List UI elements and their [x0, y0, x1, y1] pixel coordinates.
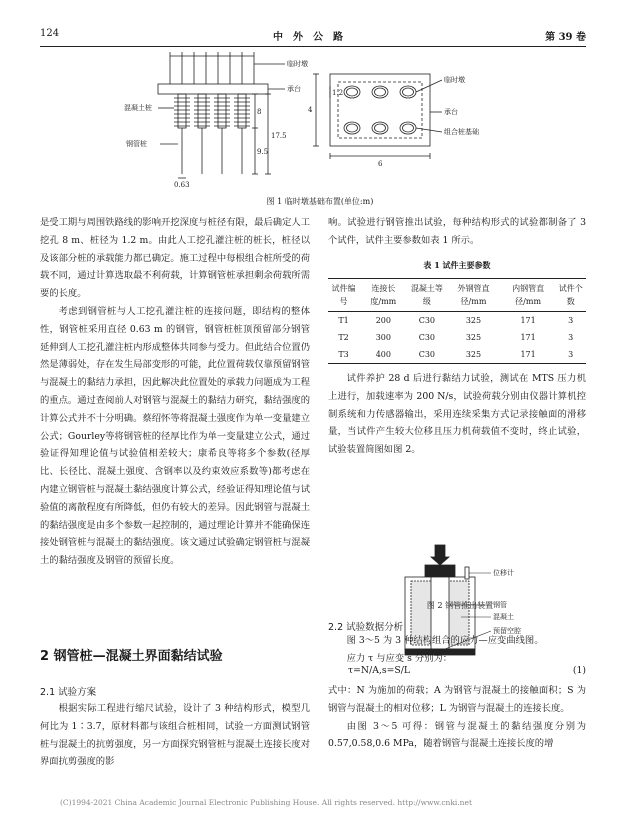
header-rule [40, 46, 586, 47]
paragraph: 图 3～5 为 3 种结构组合的应力—应变曲线图。 [346, 635, 544, 646]
table-cell: 325 [465, 316, 482, 325]
plan-view [313, 74, 442, 159]
table-row [328, 329, 586, 346]
label-temp-pier: 临时墩 [287, 60, 308, 68]
dim-0-63: 0.63 [174, 181, 190, 189]
equation-number: (1) [572, 665, 586, 676]
table-header: 外钢管直径/mm [446, 279, 501, 312]
table-cell: 171 [501, 346, 556, 364]
table-cell: C30 [418, 333, 436, 342]
table-header: 混凝土等级 [408, 279, 447, 312]
dim-4: 4 [308, 106, 313, 114]
table-cell: 400 [359, 346, 407, 364]
page-header [40, 28, 586, 44]
dim-9-5: 9.5 [257, 148, 269, 156]
paragraph: 应力 τ 与应变 s 分别为： [346, 653, 453, 664]
figure-1-foundation-layout [124, 52, 510, 192]
subsection-heading: 2.2 试验数据分析 [328, 622, 404, 633]
subsection-heading: 2.1 试验方案 [40, 687, 97, 698]
left-column-bottom [40, 700, 310, 771]
label-cap-plan: 承台 [444, 108, 458, 116]
section-heading: 2 钢管桩—混凝土界面黏结试验 [40, 649, 223, 664]
label-displacement-meter: 位移计 [493, 569, 514, 577]
table-header: 试件个数 [555, 279, 586, 312]
table-cell: 300 [375, 333, 391, 342]
paragraph: 由图 3～5 可得：钢管与混凝土的黏结强度分别为 0.57,0.58,0.6 MPa，随着钢管与混凝土连接长度的增 [328, 720, 586, 750]
table-1 [328, 278, 586, 364]
table-header: 内钢管直径/mm [501, 279, 556, 312]
paragraph: 是受工期与周围铁路线的影响开挖深度与桩径有限，最后确定人工挖孔 8 m、桩径为 1.2 m。由此人工挖孔灌注桩的桩长，桩径以及该部分桩的承载能力都已确定。施工过程中每根组合桩所受的荷载不同，通过计算选取最不利荷载，计算钢管桩承担剩余荷载所需要的长度。 [40, 217, 310, 300]
paragraph: 考虑到钢管桩与人工挖孔灌注桩的连接问题，即结构的整体性，钢管桩采用直径 0.63 m 的钢管，钢管桩桩顶预留部分钢管延伸到人工挖孔灌注桩内形成整体共同参与受力。但此结合位置仍然是薄弱处，存在发生局部变形的可能，此位置荷载仅靠预留钢管与混凝土的黏结力承担，因此解决此位置处的承载力问题成为工程的重点。通过查阅前人对钢管与混凝土的黏结力研究，黏结强度的计算公式并不十分明确。蔡绍怀等将混凝土强度作为单一变量建立公式；Gourley等将钢管桩的径厚比作为单一变量建立公式，通过验证得知理论值与试验值相差较大；康希良等将多个参数(径厚比、长径比、混凝土强度、含钢率以及约束效应系数等)都考虑在内建立钢管桩与混凝土黏结强度计算公式，经验证得知理论值与试验值的离散程度有所降低，但仍有较大的差异。因此钢管与混凝土的黏结强度是由多个参数一起控制的，通过理论计算并不能确保连接处钢管桩与混凝土的黏结强度。该文通过试验确定钢管桩与混凝土的黏结强度及钢管的预留长度。 [40, 305, 310, 567]
table-header: 试件编号 [328, 279, 359, 312]
dim-1-2: 1.2 [332, 89, 344, 97]
label-cap: 承台 [287, 85, 301, 93]
page-number: 124 [40, 28, 60, 39]
table-row [328, 346, 586, 364]
right-column-bottom [328, 682, 586, 753]
label-steel-pipe: 钢管 [493, 601, 507, 609]
paragraph: 响。试验进行钢管推出试验，每种结构形式的试验都制备了 3 个试件，试件主要参数如表 1 所示。 [328, 217, 586, 246]
table-cell: T3 [328, 346, 359, 364]
paragraph: 式中：N 为施加的荷载；A 为钢管与混凝土的接触面积；S 为钢管与混凝土的相对位移；L 为钢管与混凝土的连接长度。 [328, 685, 586, 714]
dim-8: 8 [257, 108, 262, 116]
journal-title: 中外公路 [273, 32, 353, 43]
label-combined-pile: 组合桩基础 [444, 128, 479, 136]
right-column-mid [328, 370, 586, 459]
table-cell: C30 [418, 316, 436, 325]
table-cell: 3 [568, 316, 574, 325]
dim-6: 6 [378, 160, 383, 168]
label-temp-pier-plan: 临时墩 [444, 76, 465, 84]
paragraph: 试件养护 28 d 后进行黏结力试验，测试在 MTS 压力机上进行，加载速率为 200 N/s，试验荷载分别由仪器计算机控制系统和力传感器输出，采用连续采集方式记录接触面的滑移量，当试件产生较大位移且压力机荷载值不变时，终止试验，试验装置简图如图 2。 [328, 373, 586, 456]
figure-1-caption: 图 1 临时墩基础布置(单位:m) [266, 197, 374, 206]
label-concrete-pile: 混凝土桩 [124, 104, 152, 112]
figure-2-caption: 图 2 钢管推出装置 [426, 601, 494, 610]
table-row [328, 312, 586, 330]
table-cell: 3 [555, 346, 586, 364]
dim-17-5: 17.5 [271, 132, 287, 140]
table-cell: 325 [446, 346, 501, 364]
equation-text: τ=N/A,s=S/L [348, 665, 411, 676]
table-header: 连接长度/mm [359, 279, 407, 312]
table-cell: 171 [520, 316, 536, 325]
table-cell: 171 [520, 333, 536, 342]
right-column-analysis [328, 632, 586, 650]
volume-label: 第 39 卷 [545, 32, 586, 43]
right-column-top [328, 214, 586, 250]
elevation-view [158, 52, 285, 178]
table-cell: 3 [568, 333, 574, 342]
table-cell: 200 [375, 316, 391, 325]
table-cell: T1 [338, 316, 349, 325]
left-column-top [40, 214, 310, 570]
label-cavity: 预留空腔 [493, 627, 521, 635]
table-1-title: 表 1 试件主要参数 [423, 260, 491, 270]
table-cell: C30 [408, 346, 447, 364]
paragraph: 根据实际工程进行缩尺试验，设计了 3 种结构形式，模型几何比为 1∶3.7，原材料都与该组合桩相同，试验一方面测试钢管桩与混凝土的抗剪强度，另一方面探究钢管桩与混凝土连接长度对界面抗剪强度的影 [40, 703, 310, 768]
label-concrete: 混凝土 [493, 613, 514, 621]
table-cell: 325 [465, 333, 482, 342]
table-cell: T2 [338, 333, 349, 342]
copyright-watermark: (C)1994-2021 China Academic Journal Electronic Publishing House. All rights reserved. http://www.cnki.net [60, 798, 472, 807]
label-steel-pile: 钢管桩 [126, 140, 147, 148]
